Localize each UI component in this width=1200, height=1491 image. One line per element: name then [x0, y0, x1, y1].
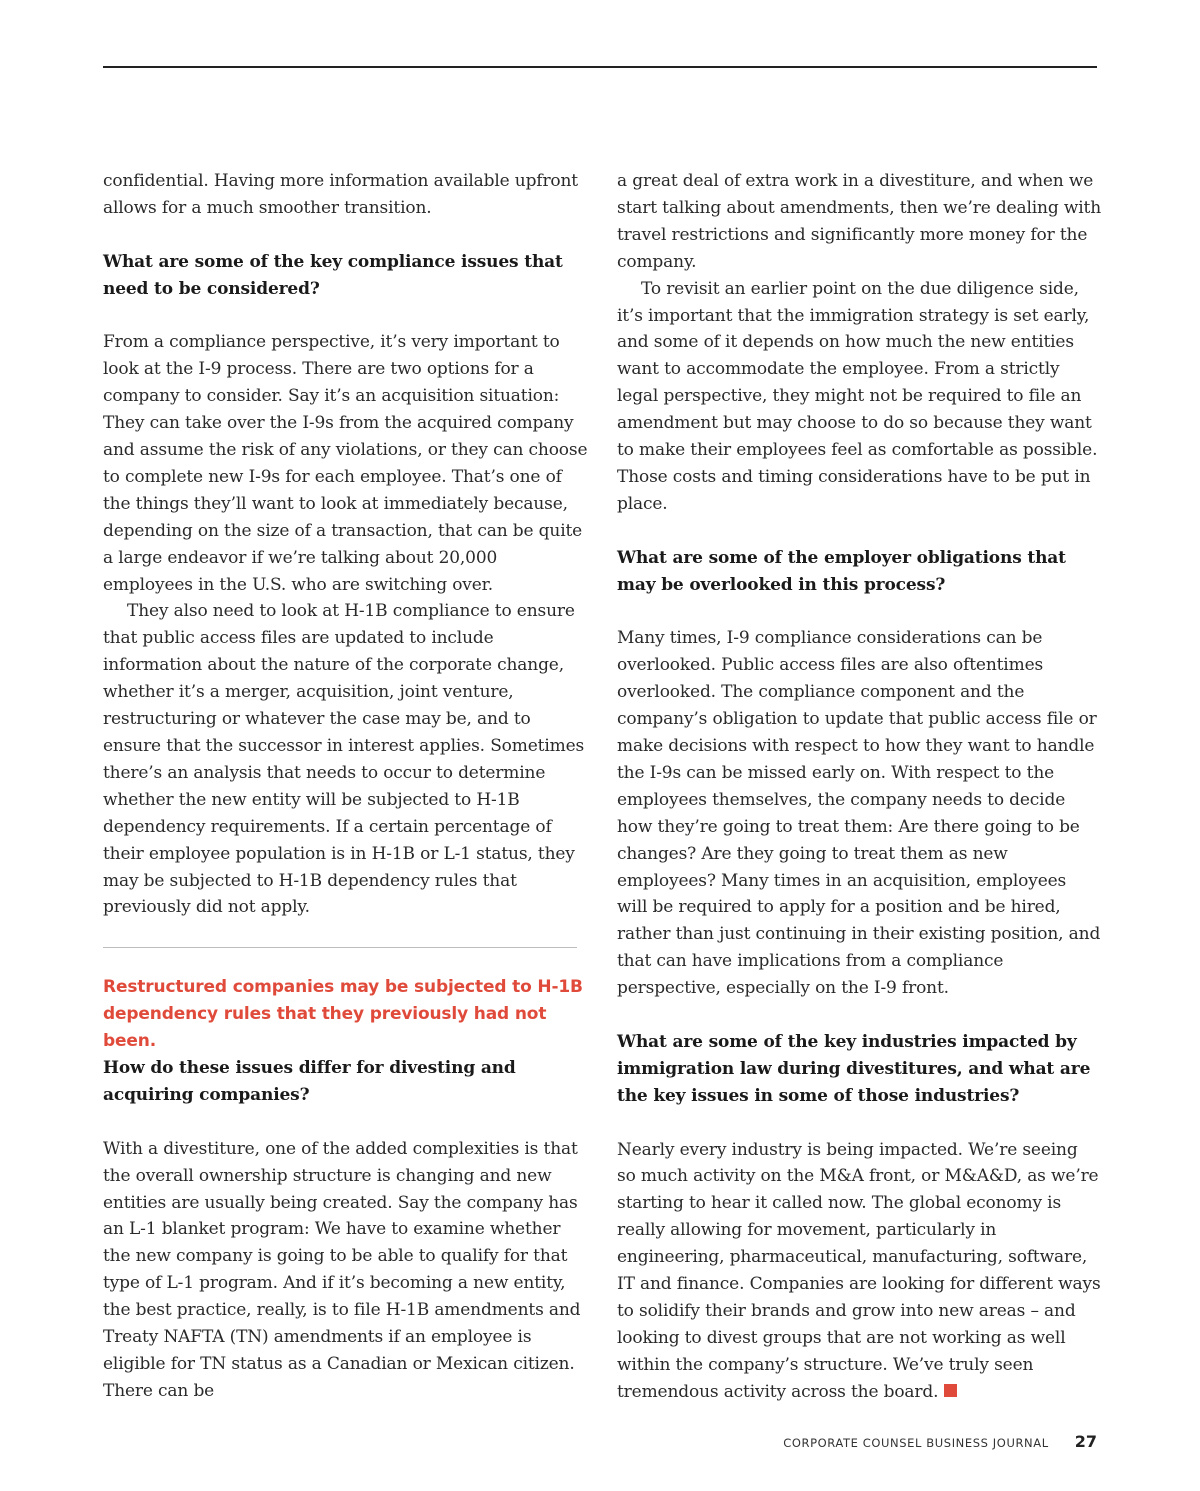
page-footer	[783, 1432, 1097, 1451]
pull-quote: Restructured companies may be subjected to H-1B dependency rules that they previously had not been.	[103, 977, 583, 1052]
top-rule	[103, 66, 1097, 68]
answer-compliance-paragraph-2: They also need to look at H-1B compliance to ensure that public access files are updated to include information about the nature of the corporate change, whether it’s a merger, acquisition, joint venture, restructuring or whatever the case may be, and to ensure that the successor in interest applies. Sometimes there’s an analysis that needs to occur to determine whether the new entity will be subjected to H-1B dependency requirements. If a certain percentage of their employee population is in H-1B or L-1 status, they may be subjected to H-1B dependency rules that previously did not apply.	[103, 601, 585, 918]
answer-divesting-paragraph-2: To revisit an earlier point on the due diligence side, it’s important that the immigration strategy is set early, and some of it depends on how much the new entities want to accommodate the employee. From a strictly legal perspective, they might not be required to file an amendment but may choose to do so because they want to make their employees feel as comfortable as possible. Those costs and timing considerations have to be put in place.	[617, 278, 1098, 514]
left-column	[103, 168, 589, 1405]
right-column	[617, 168, 1101, 1406]
question-employer-obligations: What are some of the employer obligations that may be overlooked in this process?	[617, 547, 1066, 595]
answer-divesting-paragraph-1: With a divestiture, one of the added complexities is that the overall ownership structure is changing and new entities are usually being created. Say the company has an L-1 blanket program: We have to examine whether the new company is going to be able to qualify for that type of L-1 program. And if it’s becoming a new entity, the best practice, really, is to file H-1B amendments and Treaty NAFTA (TN) amendments if an employee is eligible for TN status as a Canadian or Mexican citizen. There can be	[103, 1138, 581, 1401]
end-of-article-mark	[944, 1384, 957, 1397]
question-divesting-acquiring: How do these issues differ for divesting and acquiring companies?	[103, 1058, 516, 1105]
question-key-industries: What are some of the key industries impacted by immigration law during divestitures, and what are the key issues in some of those industries?	[617, 1031, 1091, 1106]
journal-name: CORPORATE COUNSEL BUSINESS JOURNAL	[783, 1436, 1049, 1450]
page-number: 27	[1074, 1432, 1097, 1451]
intro-paragraph: confidential. Having more information available upfront allows for a much smoother transition.	[103, 171, 578, 218]
answer-industries-paragraph	[617, 1137, 1101, 1406]
answer-industries-text: Nearly every industry is being impacted. We’re seeing so much activity on the M&A front, or M&A&D, as we’re starting to hear it called now. The global economy is really allowing for movement, particularly in engineering, pharmaceutical, manufacturing, software, IT and finance. Companies are looking for different ways to solidify their brands and grow into new areas – and looking to divest groups that are not working as well within the company’s structure. We’ve truly seen tremendous activity across the board.	[617, 1139, 1101, 1402]
pull-quote-divider	[103, 947, 577, 948]
question-compliance-issues: What are some of the key compliance issues that need to be considered?	[103, 251, 563, 299]
answer-divesting-continued: a great deal of extra work in a divestiture, and when we start talking about amendments, then we’re dealing with travel restrictions and significantly more money for the company.	[617, 171, 1102, 272]
answer-obligations-paragraph: Many times, I-9 compliance considerations can be overlooked. Public access files are also oftentimes overlooked. The compliance component and the company’s obligation to update that public access file or make decisions with respect to how they want to handle the I-9s can be missed early on. With respect to the employees themselves, the company needs to decide how they’re going to treat them: Are there going to be changes? Are they going to treat them as new employees? Many times in an acquisition, employees will be required to apply for a position and be hired, rather than just continuing in their existing position, and that can have implications from a compliance perspective, especially on the I-9 front.	[617, 628, 1101, 999]
answer-compliance-paragraph-1: From a compliance perspective, it’s very important to look at the I-9 process. There are two options for a company to consider. Say it’s an acquisition situation: They can take over the I-9s from the acquired company and assume the risk of any violations, or they can choose to complete new I-9s for each employee. That’s one of the things they’ll want to look at immediately because, depending on the size of a transaction, that can be quite a large endeavor if we’re talking about 20,000 employees in the U.S. who are switching over.	[103, 332, 588, 595]
